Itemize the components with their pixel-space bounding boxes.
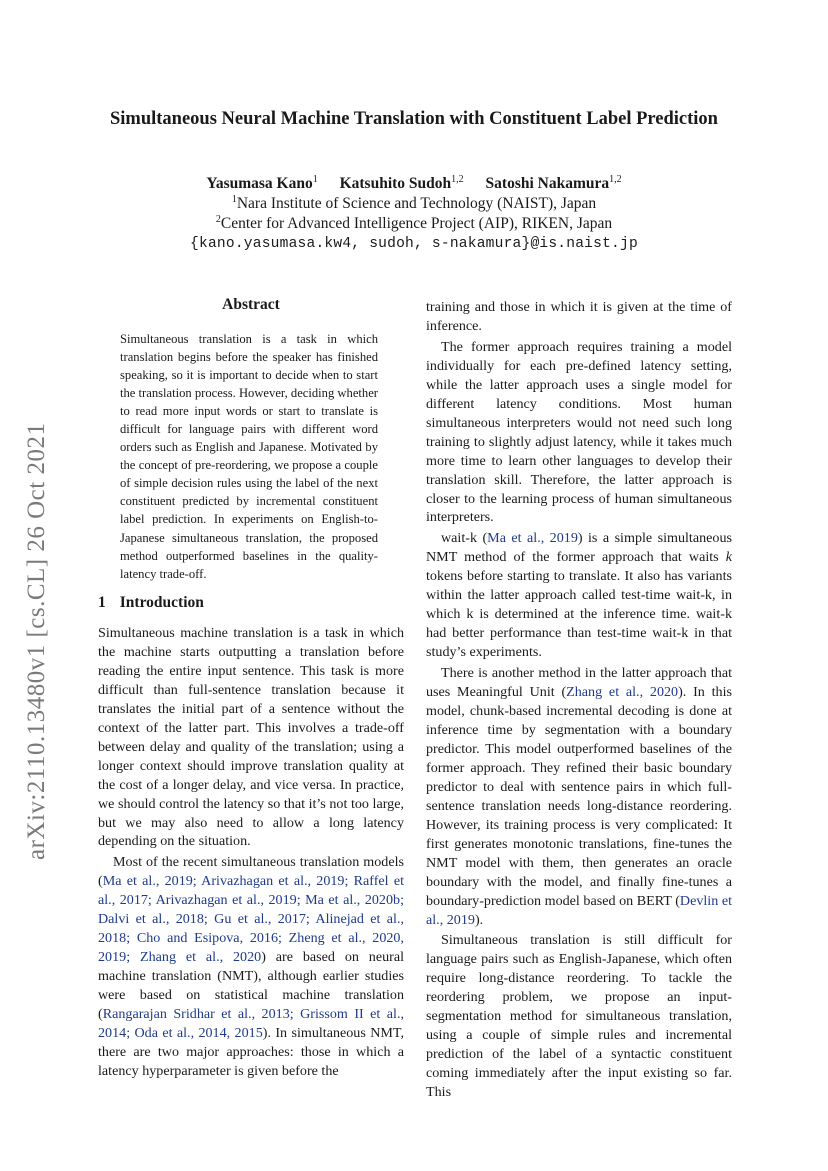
citation-link[interactable]: Zhang et al., 2020 [566, 684, 679, 701]
intro-left-paragraphs [98, 624, 404, 1081]
affiliation-2: $^2$Center for Advanced Intelligence Project (AIP), RIKEN, Japan [215, 214, 613, 232]
paper-title: Simultaneous Neural Machine Translation with Constituent Label Prediction [110, 109, 718, 129]
intro-paragraph-2: Most of the recent simultaneous translation models (Ma et al., 2019; Arivazhagan et al., 2019; Raffel et al., 2017; Arivazhagan et al., 2019; Ma et al., 2020b; Dalvi et al., 2018; Gu et al., 2017; Alinejad et al., 2018; Cho and Esipova, 2016; Zheng et al., 2020, 2019; Zhang et al., 2020) are based on neural machine translation (NMT), although earlier studies were based on statistical machine translation (Rangarajan Sridhar et al., 2013; Grissom II et al., 2014; Oda et al., 2014, 2015). In simultaneous NMT, there are two major approaches: those in which a latency hyperparameter is given before the [98, 854, 405, 1079]
abstract-text: Simultaneous translation is a task in which translation begins before the speaker has finished speaking, so it is important to decide when to start the translation process. However, deciding whether to read more input words or start to translate is difficult for language pairs with different word orders such as English and Japanese. Motivated by the concept of pre-reordering, we propose a couple of simple decision rules using the label of the next constituent predicted by incremental constituent label prediction. In experiments on English-to-Japanese simultaneous translation, the proposed method outperformed baselines in the quality-latency trade-off. [120, 332, 378, 581]
citation-link[interactable]: Rangarajan Sridhar et al., 2013; Grissom II et al., 2014; Oda et al., 2014, 2015 [98, 1006, 404, 1042]
intro-paragraph-2-cont: training and those in which it is given at the time of inference. [426, 299, 732, 334]
arxiv-identifier: arXiv:2110.13480v1 [cs.CL] 26 Oct 2021 [23, 422, 50, 860]
author-block [100, 174, 728, 254]
intro-paragraph-4: wait-k (Ma et al., 2019) is a simple simultaneous NMT method of the former approach that waits k tokens before starting to translate. It also has variants within the latter approach called test-time wait-k, in which k is determined at the inference time. wait-k had better performance than test-time wait-k in that study’s experiments. [426, 530, 732, 661]
author-names [100, 174, 728, 194]
intro-paragraph-3: The former approach requires training a model individually for each pre-defined latency setting, while the latter approach uses a single model for different latency conditions. Most human simultaneous interpreters would not need such long training to slightly adjust latency, while it takes much more time to learn other languages to develop their translation skill. Therefore, the latter approach is closer to the learning process of human simultaneous interpreters. [426, 338, 732, 526]
author-1: Yasumasa Kano$^1$ [206, 174, 318, 192]
section-title: Introduction [119, 594, 204, 611]
intro-right-paragraphs [426, 298, 732, 1102]
author-emails: {kano.yasumasa.kw4, sudoh, s-nakamura}@is.naist.jp [190, 236, 638, 252]
arxiv-sidebar [19, 370, 59, 860]
intro-paragraph-1: Simultaneous machine translation is a task in which the machine starts outputting a translation before reading the entire input sentence. This task is more difficult than full-sentence translation because it translates the initial part of a sentence without the context of the latter part. This involves a trade-off between delay and quality of the translation; using a longer context should improve translation quality at the cost of a longer delay, and vice versa. In practice, we should control the latency so that it’s not too large, but we may also need to allow a long latency depending on the situation. [98, 625, 404, 850]
citation-link[interactable]: Ma et al., 2019; Arivazhagan et al., 2019; Raffel et al., 2017; Arivazhagan et al., 2019; Ma et al., 2020b; Dalvi et al., 2018; Gu et al., 2017; Alinejad et al., 2018; Cho and Esipova, 2016; Zheng et al., 2020, 2019; Zhang et al., 2020 [98, 873, 404, 966]
author-3: Satoshi Nakamura$^{1,2}$ [485, 174, 622, 192]
citation-link[interactable]: Ma et al., 2019 [487, 530, 578, 547]
citation-link[interactable]: Devlin et al., 2019 [426, 892, 732, 928]
section-heading-introduction [98, 594, 204, 612]
section-number: 1 [98, 594, 106, 611]
author-2: Katsuhito Sudoh$^{1,2}$ [339, 174, 464, 192]
intro-paragraph-6: Simultaneous translation is still difficult for language pairs such as English-Japanese, which often require long-distance reordering. To tackle the reordering problem, we propose an input-segmentation method for simultaneous translation, using a couple of simple rules and incremental prediction of the label of a syntactic constituent coming immediately after the input existing so far. This [426, 932, 732, 1101]
intro-paragraph-5: There is another method in the latter approach that uses Meaningful Unit (Zhang et al., 2020). In this model, chunk-based incremental decoding is done at inference time by segmentation with a boundary predictor. This model outperformed baselines of the former approach. They refined their basic boundary predictor to deal with sentence pairs in which full-sentence translation needs long-distance reordering. However, its training process is very complicated: It first generates monotonic translations, fine-tunes the NMT model with them, then generates an oracle boundary with the model, and finally fine-tunes a boundary-prediction model based on BERT (Devlin et al., 2019). [426, 665, 732, 928]
abstract-heading: Abstract [222, 296, 280, 313]
affiliation-1: $^1$Nara Institute of Science and Technology (NAIST), Japan [231, 194, 597, 212]
